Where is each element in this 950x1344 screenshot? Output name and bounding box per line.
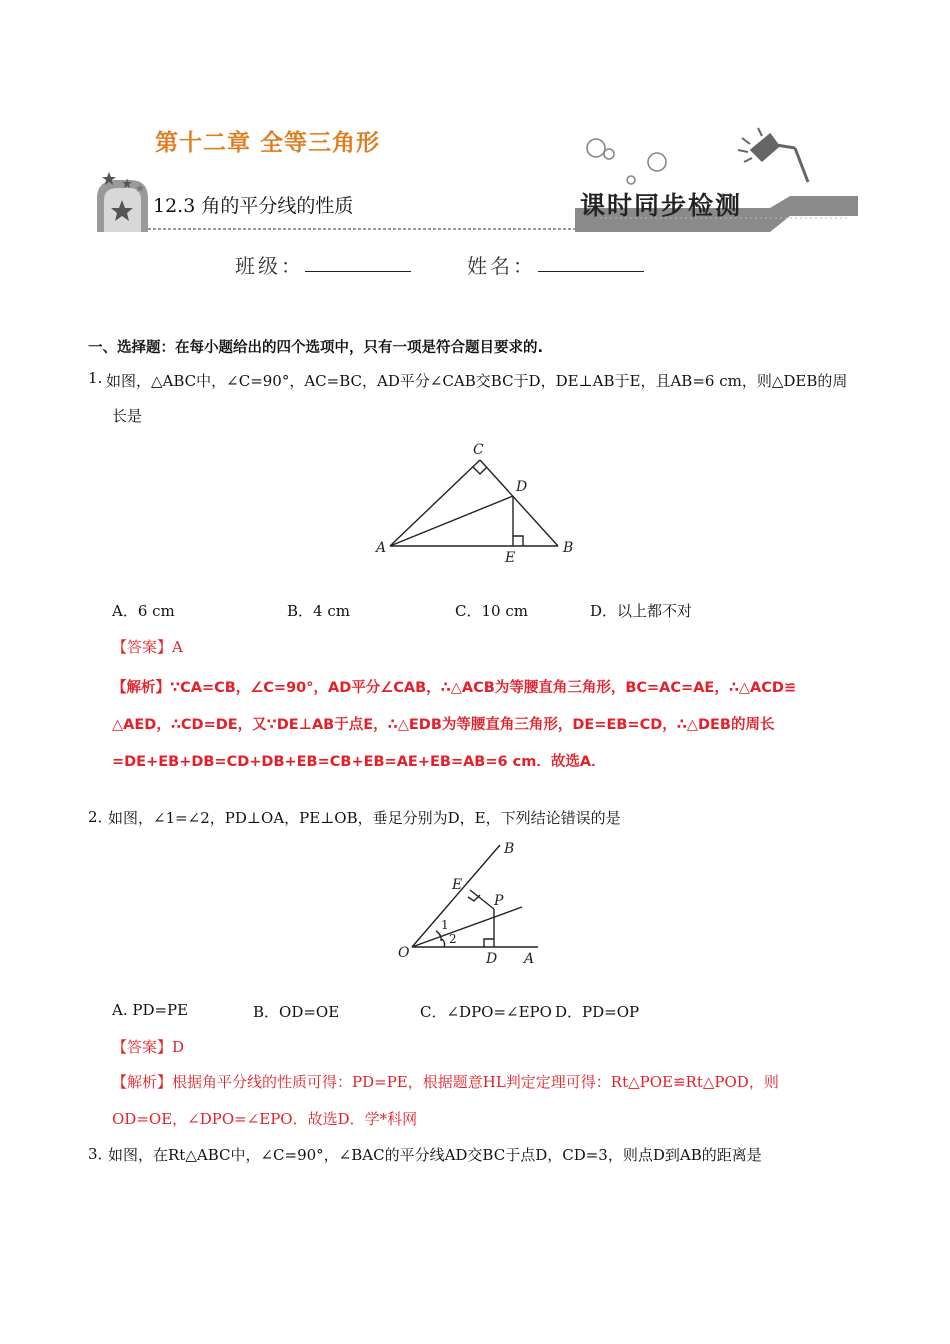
question-2-option-b[interactable]: B．OD=OE [253,1003,340,1021]
question-2-option-a[interactable]: A. PD=PE [112,1001,189,1019]
question-1-number: 1. [88,369,103,387]
question-2-stem: 如图，∠1=∠2，PD⊥OA，PE⊥OB，垂足分别为D，E，下列结论错误的是 [108,809,621,827]
label-c: C [473,442,484,458]
star-badge-icon [97,172,148,232]
question-2-option-d[interactable]: D．PD=OP [555,1003,640,1021]
header-decoration [0,0,950,240]
label-a: A [376,540,387,556]
question-1-option-c[interactable]: C．10 cm [455,602,528,620]
question-1-stem-cont: 长是 [112,407,143,425]
question-2-analysis-1: 【解析】根据角平分线的性质可得：PD=PE，根据题意HL判定定理可得：Rt△POE≌Rt△POD，则 [112,1073,779,1091]
section-heading: 一、选择题：在每小题给出的四个选项中，只有一项是符合题目要求的. [88,340,544,356]
question-3-number: 3． [88,1145,113,1163]
desk-lamp-icon [738,128,808,182]
bubbles-icon [587,139,666,184]
label-1: 1 [441,918,449,932]
class-label: 班级： [235,254,304,278]
label-b: B [563,540,574,556]
name-label: 姓名： [467,254,536,278]
question-1-analysis-2: △AED，∴CD=DE，又∵DE⊥AB于点E，∴△EDB为等腰直角三角形，DE=EB=CD，∴△DEB的周长 [112,717,775,733]
label-b2: B [504,841,515,857]
question-1-answer: 【答案】A [112,638,183,656]
question-2-number: 2． [88,808,113,826]
question-2-analysis-2: OD=OE，∠DPO=∠EPO．故选D．学*科网 [112,1110,418,1128]
label-d: D [516,479,528,495]
question-2-answer: 【答案】D [112,1038,185,1056]
question-2-option-c[interactable]: C．∠DPO=∠EPO [420,1003,552,1021]
question-1-figure [370,440,590,570]
label-a2: A [524,951,535,967]
label-o: O [398,945,410,961]
banner-text: 课时同步检测 [580,191,743,220]
question-1-analysis-3: =DE+EB+DB=CD+DB+EB=CB+EB=AE+EB=AB=6 cm．故选A． [112,754,606,770]
class-blank[interactable] [305,271,411,272]
question-1-option-d[interactable]: D．以上都不对 [590,602,693,620]
name-blank[interactable] [538,271,644,272]
label-e: E [505,550,516,566]
question-1-option-b[interactable]: B．4 cm [287,602,350,620]
question-1-option-a[interactable]: A．6 cm [112,602,175,620]
label-e2: E [452,877,463,893]
label-p: P [494,893,504,909]
chapter-title: 第十二章 全等三角形 [155,130,381,156]
label-d2: D [486,951,498,967]
question-3-stem: 如图，在Rt△ABC中，∠C=90°，∠BAC的平分线AD交BC于点D，CD=3，则点D到AB的距离是 [108,1146,762,1164]
question-1-analysis-1: 【解析】∵CA=CB，∠C=90°，AD平分∠CAB，∴△ACB为等腰直角三角形，BC=AC=AE，∴△ACD≌ [112,680,797,696]
section-title: 12.3 角的平分线的性质 [153,195,354,217]
question-1-stem: 如图，△ABC中，∠C=90°，AC=BC，AD平分∠CAB交BC于D，DE⊥AB于E，且AB=6 cm，则△DEB的周 [106,372,848,390]
question-2-figure [390,835,560,975]
label-2: 2 [449,932,457,946]
